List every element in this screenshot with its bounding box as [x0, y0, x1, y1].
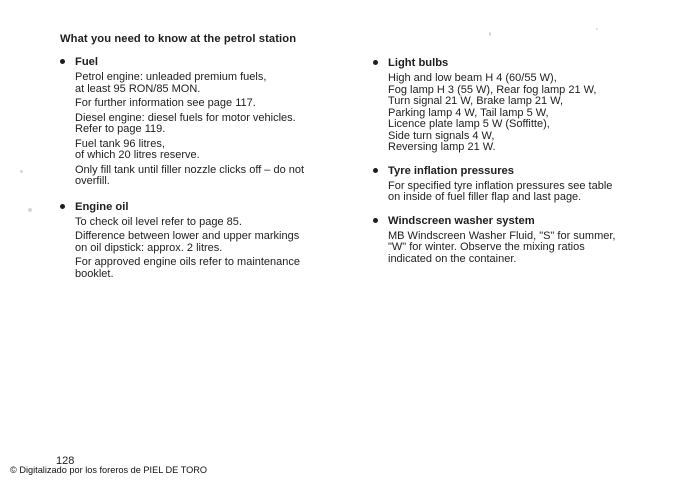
- bullet-icon: [373, 218, 378, 223]
- section-title-text: Engine oil: [75, 200, 129, 213]
- scan-speck: [489, 32, 491, 36]
- scan-speck: [596, 28, 598, 30]
- fuel-paragraph: Petrol engine: unleaded premium fuels, at least 95 RON/85 MON.: [75, 71, 267, 95]
- section-title-fuel: [60, 55, 345, 69]
- section-washer-system: [373, 214, 658, 266]
- section-title-text: Windscreen washer system: [388, 214, 535, 227]
- engine-oil-paragraph: To check oil level refer to page 85.: [75, 215, 242, 228]
- section-title-text: Light bulbs: [388, 57, 449, 69]
- light-bulbs-paragraph: High and low beam H 4 (60/55 W), Fog lamp H 3 (55 W), Rear fog lamp 21 W, Turn signal 21 W, Brake lamp 21 W, Parking lamp 4 W, Tail lamp 5 W, Licence plate lamp 5 W (Soffitte), Side turn signals 4 W, Reversing lamp 21 W.: [388, 72, 597, 153]
- engine-oil-paragraph: For approved engine oils refer to maintenance booklet.: [75, 256, 301, 280]
- scan-speck: [20, 170, 23, 173]
- scan-credit: © Digitalizado por los foreros de PIEL DE TORO: [10, 465, 208, 475]
- page-number: 128: [56, 455, 75, 467]
- section-title-tyre-inflation: [373, 164, 658, 178]
- fuel-paragraph: Diesel engine: diesel fuels for motor vehicles. Refer to page 119.: [75, 111, 296, 135]
- section-engine-oil: [60, 200, 345, 281]
- fuel-paragraph: Fuel tank 96 litres, of which 20 litres reserve.: [75, 137, 200, 161]
- left-column: [60, 55, 345, 283]
- section-title-text: Fuel: [75, 56, 98, 68]
- section-tyre-inflation: [373, 164, 658, 204]
- fuel-paragraph: Only fill tank until filler nozzle clicks off – do not overfill.: [75, 163, 305, 187]
- section-light-bulbs: [373, 56, 658, 154]
- right-column: [373, 56, 658, 268]
- section-title-text: Tyre inflation pressures: [388, 164, 515, 177]
- section-title-engine-oil: [60, 200, 345, 214]
- section-title-washer-system: [373, 214, 658, 228]
- bullet-icon: [60, 204, 65, 209]
- washer-system-paragraph: MB Windscreen Washer Fluid, "S" for summer, "W" for winter. Observe the mixing ratios indicated on the container.: [388, 229, 616, 265]
- section-title-light-bulbs: [373, 56, 658, 70]
- tyre-inflation-paragraph: For specified tyre inflation pressures see table on inside of fuel filler flap and last page.: [388, 179, 613, 203]
- engine-oil-paragraph: Difference between lower and upper markings on oil dipstick: approx. 2 litres.: [75, 230, 300, 254]
- bullet-icon: [373, 168, 378, 173]
- bullet-icon: [373, 60, 378, 65]
- scan-speck: [28, 208, 32, 212]
- bullet-icon: [60, 59, 65, 64]
- section-fuel: [60, 55, 345, 188]
- page-heading: What you need to know at the petrol station: [60, 33, 297, 45]
- fuel-paragraph: For further information see page 117.: [75, 97, 256, 109]
